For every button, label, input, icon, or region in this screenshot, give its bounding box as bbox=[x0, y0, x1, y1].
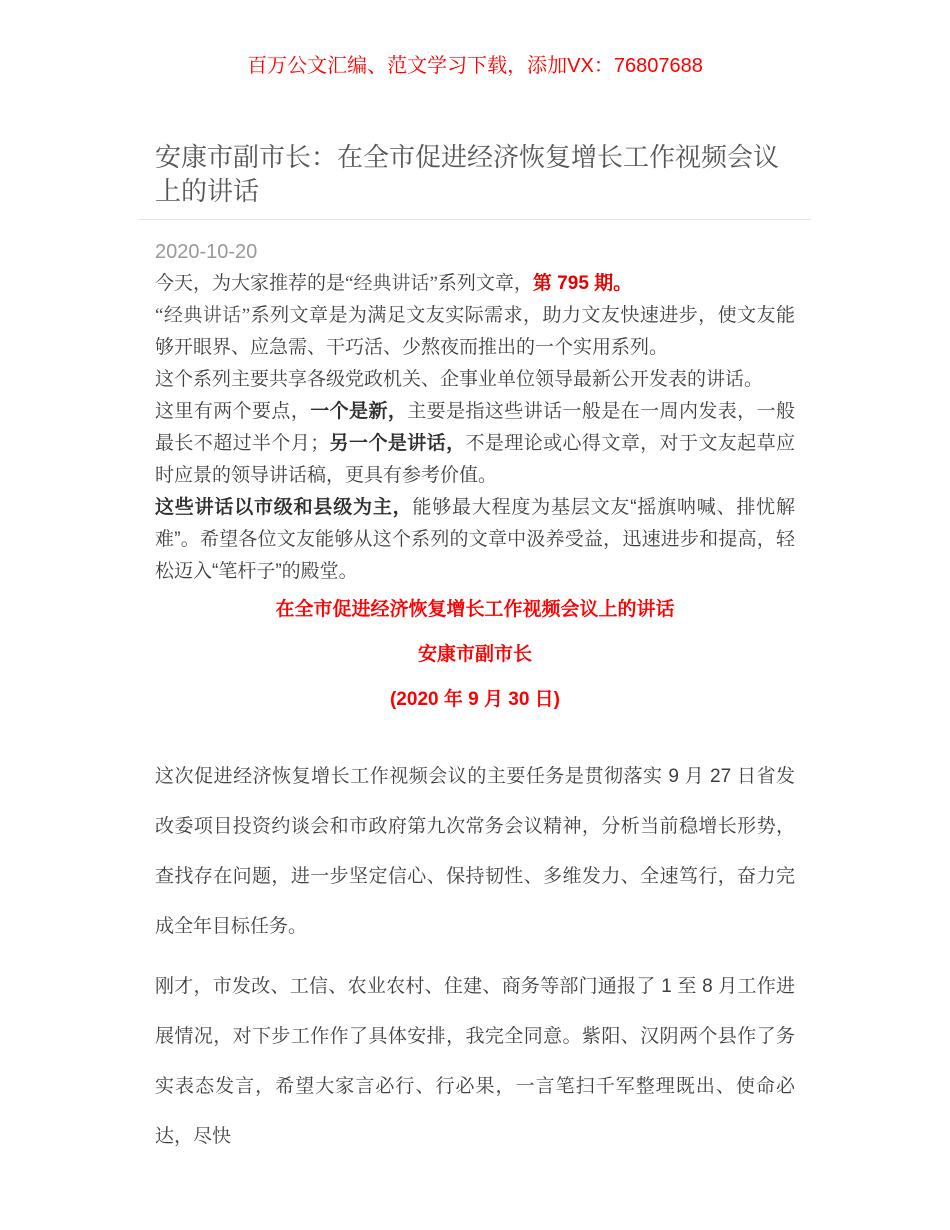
text-segment-normal: 系列文章， bbox=[437, 273, 533, 294]
text-segment-normal: 这里有两个要点， bbox=[155, 401, 311, 422]
speech-title: 在全市促进经济恢复增长工作视频会议上的讲话 bbox=[275, 599, 675, 620]
text-segment-normal: 主要是指这些讲话一般是在一周内发表，一般最长不超过半个月； bbox=[155, 401, 795, 454]
speech-paragraph: 这次促进经济恢复增长工作视频会议的主要任务是贯彻落实 9 月 27 日省发改委项目投资约谈会和市政府第九次常务会议精神，分析当前稳增长形势，查找存在问题，进一步坚定信心、保持韧性、多维发力、全速笃行，奋力完成全年目标任务。 bbox=[155, 766, 795, 937]
speech-date: (2020 年 9 月 30 日) bbox=[389, 689, 561, 710]
text-segment-bold: 这些讲话以市级和县级为主， bbox=[155, 497, 413, 518]
text-segment-normal: 这个系列主要共享各级党政机关、企事业单位领导最新公开发表的讲话。 bbox=[155, 369, 764, 390]
intro-paragraph bbox=[139, 364, 811, 396]
text-segment-normal: 能够最大程度为基层文友“摇旗呐喊、排忧解难”。希望各位文友能够从这个系列的文章中汲养受益，迅速进步和提高，轻松迈入“笔杆子”的殿堂。 bbox=[155, 497, 795, 582]
article bbox=[139, 140, 811, 1162]
intro-paragraph bbox=[139, 396, 811, 492]
speech-headings bbox=[139, 600, 811, 710]
publish-date: 2020-10-20 bbox=[155, 241, 258, 263]
page-title: 安康市副市长：在全市促进经济恢复增长工作视频会议上的讲话 bbox=[155, 142, 780, 206]
text-segment-red-bold: 第 795 期。 bbox=[532, 273, 633, 294]
title-divider bbox=[139, 219, 811, 220]
text-segment-normal: 系列文章是为满足文友实际需求，助力文友快速进步，使文友能够开眼界、应急需、干巧活、少熬夜而推出的一个实用系列。 bbox=[155, 305, 795, 358]
speech-body bbox=[139, 752, 811, 1162]
intro-section bbox=[139, 268, 811, 588]
promo-banner: 百万公文汇编、范文学习下载，添加VX：76807688 bbox=[247, 55, 703, 77]
text-segment-bold: 一个是新， bbox=[310, 401, 408, 422]
speech-paragraph: 刚才，市发改、工信、农业农村、住建、商务等部门通报了 1 至 8 月工作进展情况，对下步工作作了具体安排，我完全同意。紫阳、汉阴两个县作了务实表态发言，希望大家言必行、行必果，一言笔扫千军整理既出、使命必达，尽快 bbox=[155, 976, 795, 1147]
text-segment-serif: “经典讲话” bbox=[155, 305, 251, 326]
speech-author: 安康市副市长 bbox=[417, 644, 532, 665]
text-segment-normal: 不是理论或心得文章，对于文友起草应时应景的领导讲话稿，更具有参考价值。 bbox=[155, 433, 795, 486]
text-segment-serif: “经典讲话” bbox=[345, 273, 438, 294]
intro-paragraph bbox=[139, 300, 811, 364]
text-segment-normal: 今天，为大家推荐的是 bbox=[155, 273, 346, 294]
text-segment-bold: 另一个是讲话， bbox=[329, 433, 466, 454]
intro-paragraph bbox=[139, 268, 811, 300]
intro-paragraph bbox=[139, 492, 811, 588]
